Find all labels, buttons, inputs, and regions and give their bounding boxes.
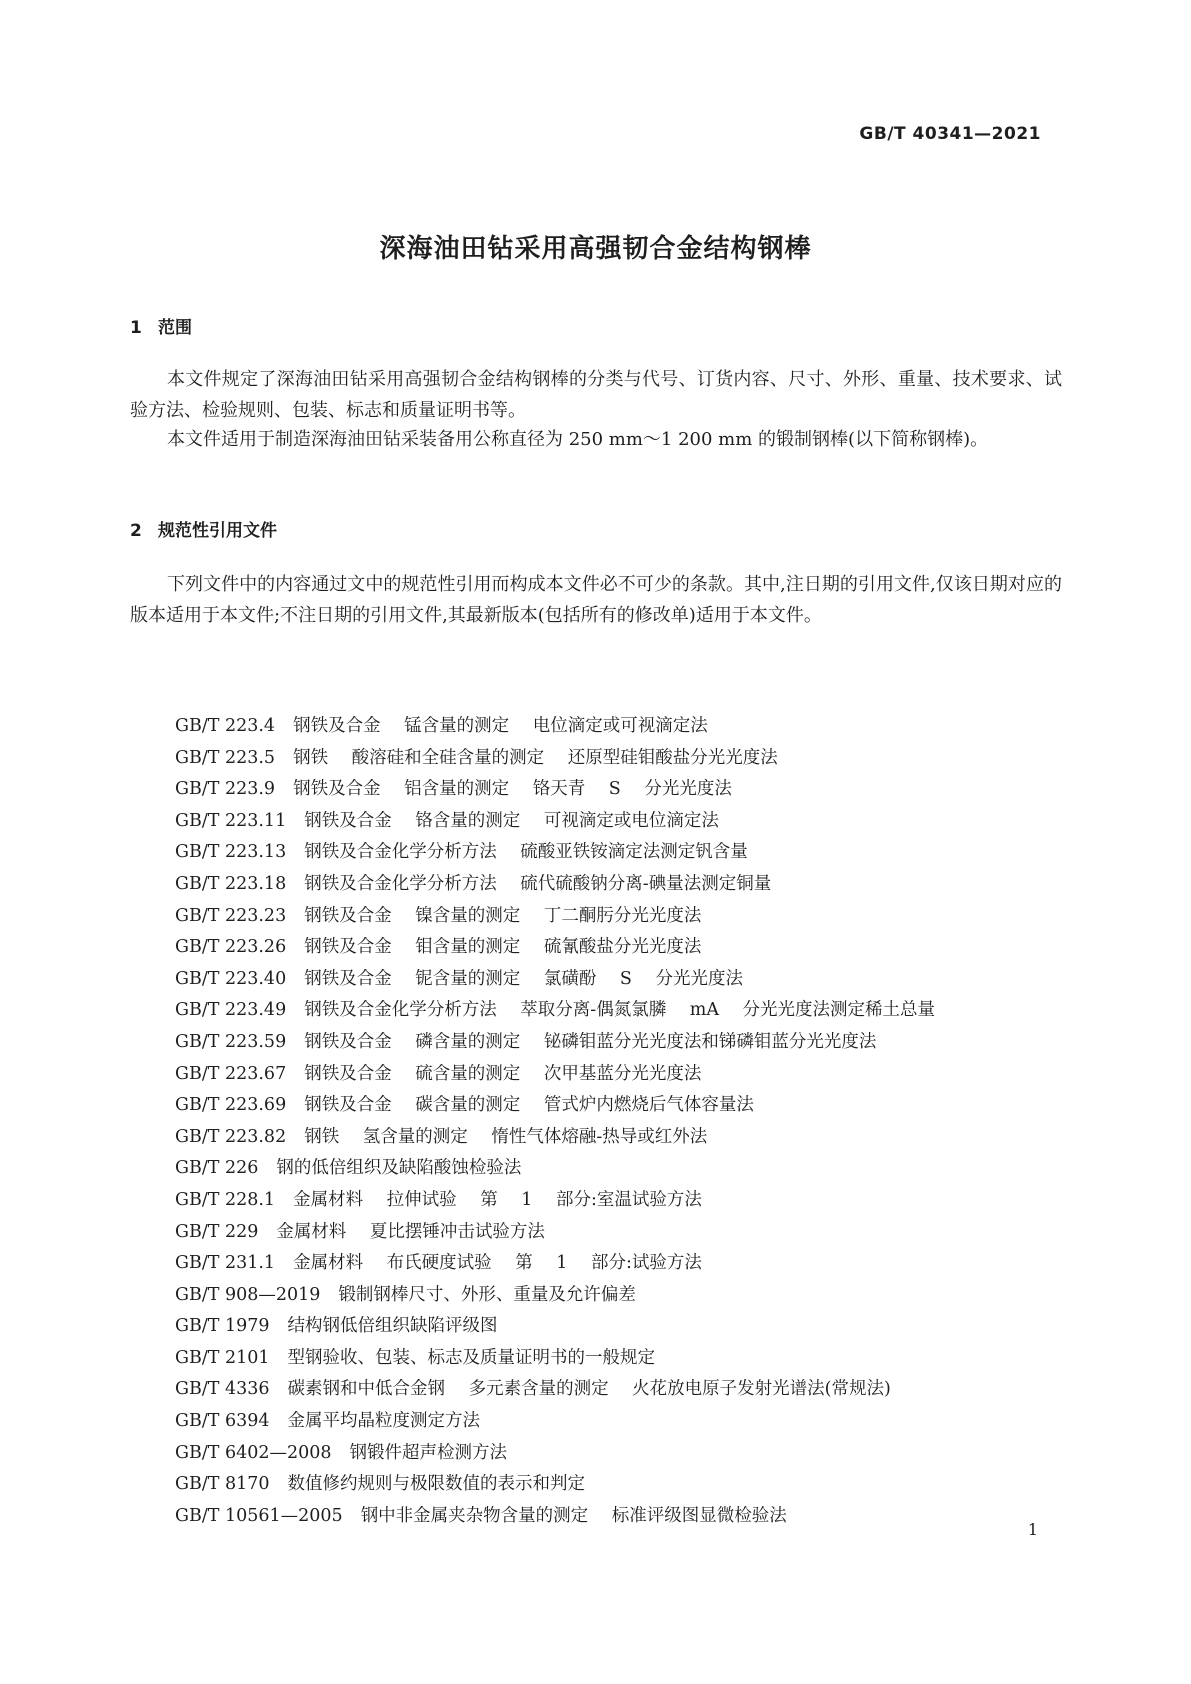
section-2-heading xyxy=(130,516,277,541)
reference-code: GB/T 223.23 xyxy=(175,905,287,926)
reference-item xyxy=(175,964,1075,996)
section-number: 2 xyxy=(130,521,142,541)
reference-code: GB/T 223.9 xyxy=(175,779,276,800)
reference-item xyxy=(175,932,1075,964)
reference-title: 钢铁及合金 铝含量的测定 铬天青 S 分光光度法 xyxy=(293,779,732,800)
section-1-heading xyxy=(130,313,192,338)
reference-title: 钢铁及合金 锰含量的测定 电位滴定或可视滴定法 xyxy=(293,716,708,736)
page-number: 1 xyxy=(1027,1520,1038,1539)
reference-title: 金属材料 布氏硬度试验 第 1 部分:试验方法 xyxy=(293,1253,702,1274)
reference-code: GB/T 4336 xyxy=(175,1379,270,1400)
reference-item xyxy=(175,1153,1075,1185)
reference-code: GB/T 10561—2005 xyxy=(175,1505,343,1526)
reference-item xyxy=(175,1374,1075,1406)
reference-title: 金属材料 夏比摆锤冲击试验方法 xyxy=(276,1221,545,1242)
section-2-paragraph: 下列文件中的内容通过文中的规范性引用而构成本文件必不可少的条款。其中,注日期的引用文件,仅该日期对应的版本适用于本文件;不注日期的引用文件,其最新版本(包括所有的修改单)适用于本文件。 xyxy=(130,574,1062,626)
reference-item xyxy=(175,995,1075,1027)
reference-title: 钢铁及合金 硫含量的测定 次甲基蓝分光光度法 xyxy=(304,1063,702,1084)
reference-title: 钢铁 氢含量的测定 惰性气体熔融-热导或红外法 xyxy=(304,1126,708,1147)
reference-code: GB/T 223.40 xyxy=(175,968,287,989)
reference-item xyxy=(175,711,1075,743)
reference-item xyxy=(175,1311,1075,1343)
reference-code: GB/T 223.26 xyxy=(175,937,287,958)
reference-item xyxy=(175,1280,1075,1312)
reference-title: 数值修约规则与极限数值的表示和判定 xyxy=(287,1474,586,1495)
reference-code: GB/T 223.69 xyxy=(175,1095,287,1116)
reference-title: 钢铁 酸溶硅和全硅含量的测定 还原型硅钼酸盐分光光度法 xyxy=(293,747,778,768)
reference-item xyxy=(175,743,1075,775)
reference-code: GB/T 1979 xyxy=(175,1316,270,1337)
reference-title: 钢铁及合金化学分析方法 硫代硫酸钠分离-碘量法测定铜量 xyxy=(304,873,772,894)
reference-code: GB/T 223.67 xyxy=(175,1063,287,1084)
reference-title: 钢铁及合金 镍含量的测定 丁二酮肟分光光度法 xyxy=(304,905,702,926)
reference-code: GB/T 6394 xyxy=(175,1411,270,1432)
reference-title: 钢铁及合金 磷含量的测定 铋磷钼蓝分光光度法和锑磷钼蓝分光光度法 xyxy=(304,1031,877,1052)
reference-item xyxy=(175,869,1075,901)
reference-title: 钢铁及合金 钼含量的测定 硫氰酸盐分光光度法 xyxy=(304,937,702,958)
reference-code: GB/T 223.11 xyxy=(175,810,287,831)
reference-item xyxy=(175,1501,1075,1533)
section-title: 范围 xyxy=(158,318,192,338)
reference-title: 型钢验收、包装、标志及质量证明书的一般规定 xyxy=(287,1347,656,1368)
reference-code: GB/T 228.1 xyxy=(175,1189,276,1210)
reference-title: 结构钢低倍组织缺陷评级图 xyxy=(287,1316,498,1337)
reference-code: GB/T 223.4 xyxy=(175,716,276,736)
section-title: 规范性引用文件 xyxy=(158,521,277,541)
reference-title: 锻制钢棒尺寸、外形、重量及允许偏差 xyxy=(338,1284,636,1305)
reference-code: GB/T 223.49 xyxy=(175,1000,287,1021)
reference-item xyxy=(175,1217,1075,1249)
reference-title: 钢铁及合金 铌含量的测定 氯磺酚 S 分光光度法 xyxy=(304,968,743,989)
reference-code: GB/T 6402—2008 xyxy=(175,1442,332,1463)
reference-item xyxy=(175,1090,1075,1122)
reference-code: GB/T 223.18 xyxy=(175,873,287,894)
reference-code: GB/T 223.82 xyxy=(175,1126,287,1147)
reference-item xyxy=(175,1122,1075,1154)
reference-code: GB/T 229 xyxy=(175,1221,259,1242)
reference-title: 钢铁及合金 铬含量的测定 可视滴定或电位滴定法 xyxy=(304,810,719,831)
reference-code: GB/T 223.5 xyxy=(175,747,276,768)
section-number: 1 xyxy=(130,318,142,338)
reference-item xyxy=(175,1469,1075,1501)
reference-title: 钢锻件超声检测方法 xyxy=(349,1442,508,1463)
reference-item xyxy=(175,806,1075,838)
section-1-paragraph: 本文件适用于制造深海油田钻采装备用公称直径为 250 mm～1 200 mm 的锻制钢棒(以下简称钢棒)。 xyxy=(167,429,989,450)
reference-code: GB/T 2101 xyxy=(175,1347,270,1368)
reference-item xyxy=(175,1185,1075,1217)
reference-item xyxy=(175,1248,1075,1280)
reference-item xyxy=(175,837,1075,869)
reference-title: 钢铁及合金化学分析方法 硫酸亚铁铵滴定法测定钒含量 xyxy=(304,842,748,863)
reference-title: 钢中非金属夹杂物含量的测定 标准评级图显微检验法 xyxy=(360,1505,787,1526)
reference-title: 碳素钢和中低合金钢 多元素含量的测定 火花放电原子发射光谱法(常规法) xyxy=(287,1379,891,1400)
reference-item xyxy=(175,1406,1075,1438)
reference-title: 金属平均晶粒度测定方法 xyxy=(287,1411,481,1432)
standard-code: GB/T 40341—2021 xyxy=(859,124,1041,144)
reference-title: 钢的低倍组织及缺陷酸蚀检验法 xyxy=(276,1158,522,1179)
reference-code: GB/T 223.59 xyxy=(175,1031,287,1052)
reference-item xyxy=(175,1027,1075,1059)
reference-code: GB/T 908—2019 xyxy=(175,1284,321,1305)
reference-title: 钢铁及合金化学分析方法 萃取分离-偶氮氯膦 mA 分光光度法测定稀土总量 xyxy=(304,1000,936,1021)
reference-code: GB/T 223.13 xyxy=(175,842,287,863)
reference-code: GB/T 226 xyxy=(175,1158,259,1179)
reference-item xyxy=(175,774,1075,806)
reference-item xyxy=(175,901,1075,933)
section-1-paragraph: 本文件规定了深海油田钻采用高强韧合金结构钢棒的分类与代号、订货内容、尺寸、外形、重量、技术要求、试验方法、检验规则、包装、标志和质量证明书等。 xyxy=(130,369,1062,421)
reference-code: GB/T 231.1 xyxy=(175,1253,276,1274)
reference-item xyxy=(175,1059,1075,1091)
reference-item xyxy=(175,1343,1075,1375)
reference-item xyxy=(175,1438,1075,1470)
document-title: 深海油田钻采用高强韧合金结构钢棒 xyxy=(379,234,812,264)
reference-code: GB/T 8170 xyxy=(175,1474,270,1495)
reference-title: 钢铁及合金 碳含量的测定 管式炉内燃烧后气体容量法 xyxy=(304,1095,754,1116)
reference-title: 金属材料 拉伸试验 第 1 部分:室温试验方法 xyxy=(293,1189,702,1210)
normative-reference-list xyxy=(175,711,1075,1532)
